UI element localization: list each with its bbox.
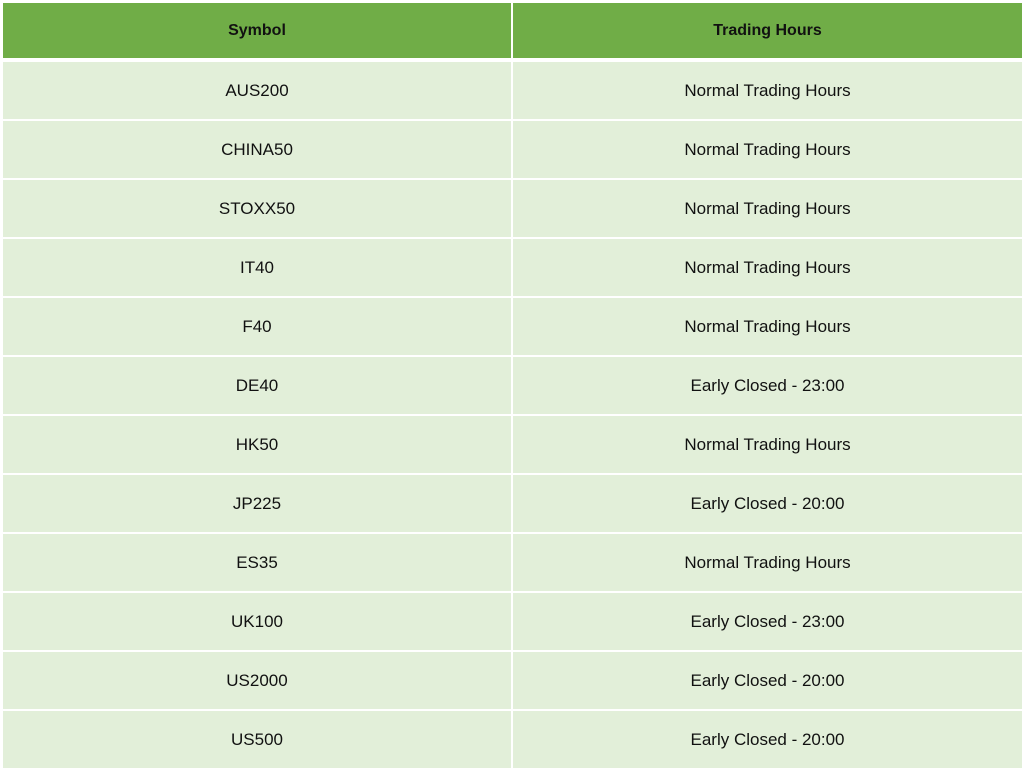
trading-hours-cell: Early Closed - 20:00: [512, 710, 1023, 769]
table-row: [2, 238, 1023, 297]
trading-hours-cell: Normal Trading Hours: [512, 238, 1023, 297]
trading-hours-table-container: [1, 1, 1022, 770]
symbol-cell: US2000: [2, 651, 512, 710]
trading-hours-cell: Normal Trading Hours: [512, 120, 1023, 179]
table-body: [2, 60, 1023, 769]
trading-hours-cell: Normal Trading Hours: [512, 533, 1023, 592]
table-row: [2, 179, 1023, 238]
trading-hours-cell: Early Closed - 23:00: [512, 592, 1023, 651]
symbol-cell: AUS200: [2, 60, 512, 120]
table-row: [2, 592, 1023, 651]
table-row: [2, 356, 1023, 415]
symbol-cell: HK50: [2, 415, 512, 474]
symbol-cell: US500: [2, 710, 512, 769]
trading-hours-cell: Early Closed - 20:00: [512, 474, 1023, 533]
symbol-cell: CHINA50: [2, 120, 512, 179]
symbol-cell: IT40: [2, 238, 512, 297]
header-symbol: Symbol: [2, 2, 512, 60]
trading-hours-cell: Normal Trading Hours: [512, 179, 1023, 238]
symbol-cell: F40: [2, 297, 512, 356]
table-row: [2, 710, 1023, 769]
header-trading-hours: Trading Hours: [512, 2, 1023, 60]
trading-hours-cell: Early Closed - 20:00: [512, 651, 1023, 710]
trading-hours-cell: Normal Trading Hours: [512, 60, 1023, 120]
trading-hours-cell: Normal Trading Hours: [512, 297, 1023, 356]
table-row: [2, 120, 1023, 179]
table-row: [2, 60, 1023, 120]
symbol-cell: ES35: [2, 533, 512, 592]
symbol-cell: DE40: [2, 356, 512, 415]
table-row: [2, 474, 1023, 533]
table-row: [2, 415, 1023, 474]
header-row: [2, 2, 1023, 60]
table-header: [2, 2, 1023, 60]
table-row: [2, 297, 1023, 356]
symbol-cell: UK100: [2, 592, 512, 651]
trading-hours-cell: Normal Trading Hours: [512, 415, 1023, 474]
table-row: [2, 651, 1023, 710]
trading-hours-cell: Early Closed - 23:00: [512, 356, 1023, 415]
trading-hours-table: [1, 1, 1024, 770]
table-row: [2, 533, 1023, 592]
symbol-cell: STOXX50: [2, 179, 512, 238]
symbol-cell: JP225: [2, 474, 512, 533]
